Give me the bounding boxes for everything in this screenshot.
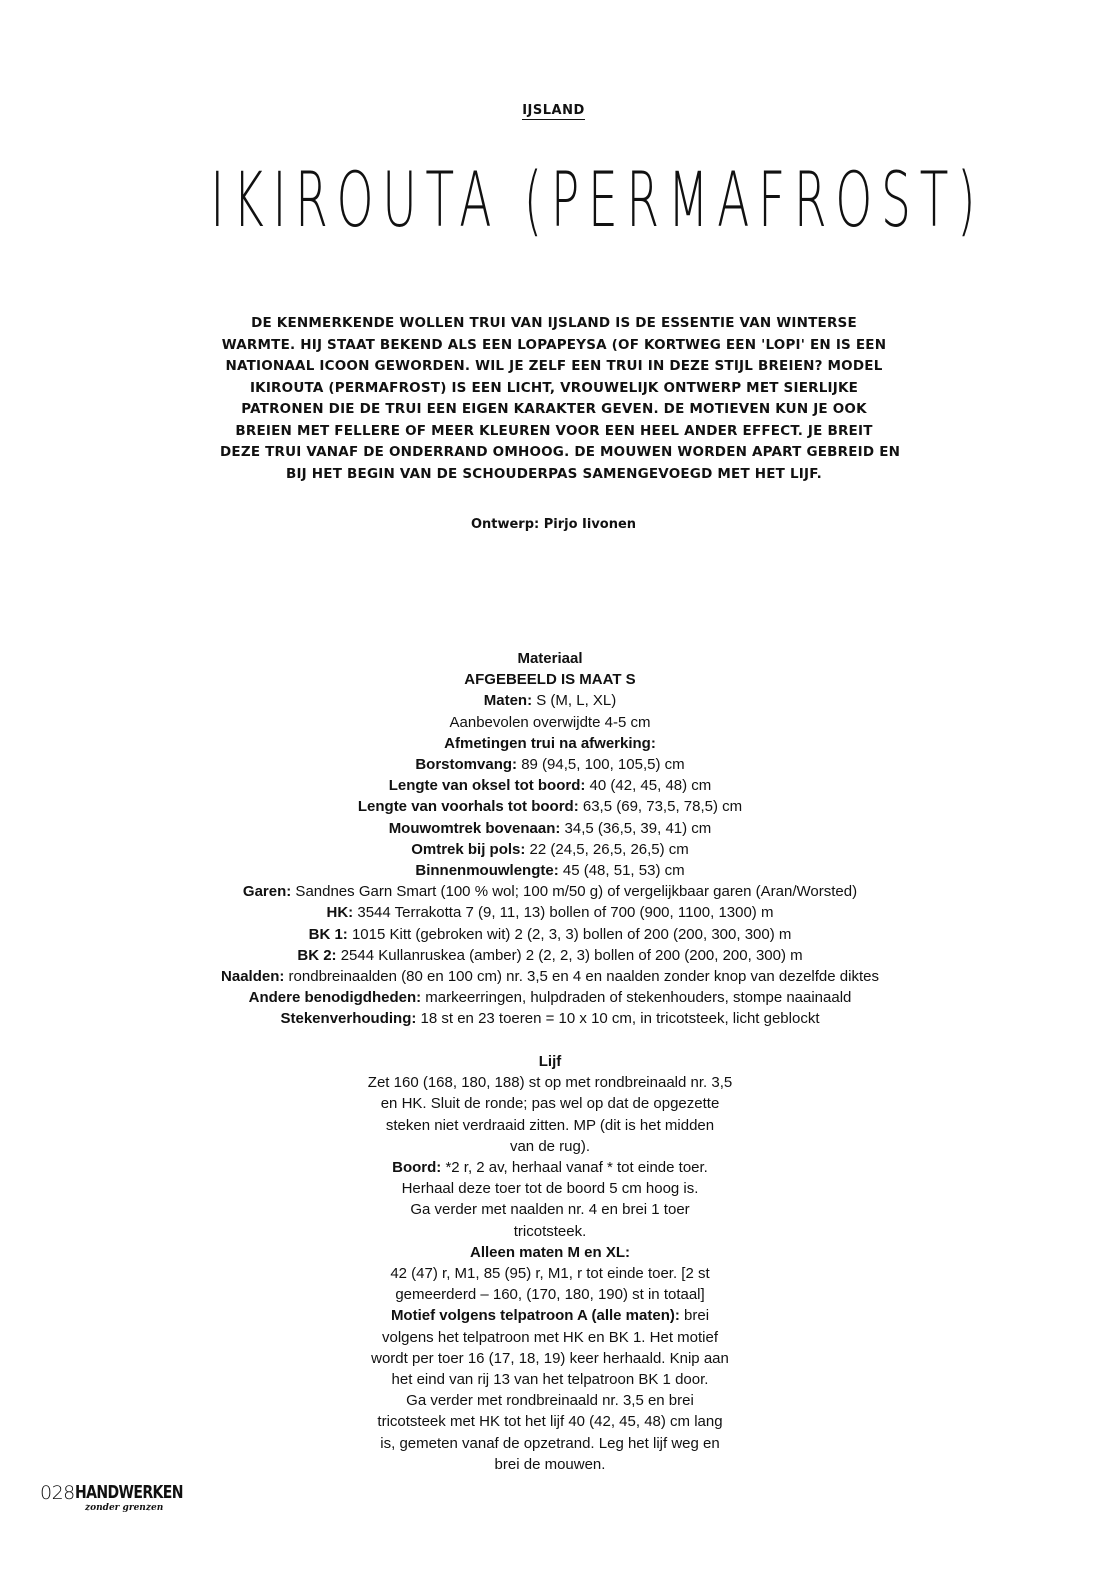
lijf-line: volgens het telpatroon met HK en BK 1. Het motief: [381, 1328, 718, 1346]
material-line: Lengte van oksel tot boord: 40 (42, 45, 48) cm: [388, 777, 712, 795]
lijf-line: tricotsteek met HK tot het lijf 40 (42, 45, 48) cm lang: [377, 1413, 723, 1431]
material-line: Afmetingen trui na afwerking:: [444, 734, 656, 752]
material-section: [150, 648, 950, 1030]
material-line: Maten: S (M, L, XL): [483, 692, 617, 710]
section-kicker: [0, 103, 1107, 118]
material-line: Materiaal: [517, 650, 583, 667]
lijf-line: gemeerderd – 160, (170, 180, 190) st in totaal]: [395, 1286, 705, 1304]
page-number: 028: [40, 1482, 75, 1504]
lijf-line: en HK. Sluit de ronde; pas wel op dat de opgezette: [380, 1095, 720, 1113]
material-line: BK 2: 2544 Kullanruskea (amber) 2 (2, 2, 3) bollen of 200 (200, 200, 300) m: [297, 946, 803, 964]
intro-line: BIJ HET BEGIN VAN DE SCHOUDERPAS SAMENGEVOEGD MET HET LIJF.: [285, 465, 823, 482]
lijf-line: Boord: *2 r, 2 av, herhaal vanaf * tot einde toer.: [392, 1159, 708, 1177]
page-footer: [40, 1482, 213, 1522]
lijf-line: Ga verder met naalden nr. 4 en brei 1 toer: [410, 1201, 690, 1219]
intro-line: BREIEN MET FELLERE OF MEER KLEUREN VOOR EEN HEEL ANDER EFFECT. JE BREIT: [235, 422, 873, 439]
material-line: Naalden: rondbreinaalden (80 en 100 cm) nr. 3,5 en 4 en naalden zonder knop van dezelfde diktes: [221, 968, 879, 986]
intro-line: WARMTE. HIJ STAAT BEKEND ALS EEN LOPAPEYSA (OF KORTWEG EEN 'LOPI' EN IS EEN: [221, 336, 887, 353]
lijf-line: wordt per toer 16 (17, 18, 19) keer herhaald. Knip aan: [371, 1349, 729, 1367]
lijf-line: 42 (47) r, M1, 85 (95) r, M1, r tot einde toer. [2 st: [390, 1265, 710, 1283]
lijf-line: Lijf: [538, 1053, 562, 1070]
intro-paragraph: [220, 313, 901, 485]
material-line: Borstomvang: 89 (94,5, 100, 105,5) cm: [415, 756, 685, 774]
material-line: Andere benodigdheden: markeerringen, hulpdraden of stekenhouders, stompe naainaald: [248, 989, 852, 1007]
intro-line: PATRONEN DIE DE TRUI EEN EIGEN KARAKTER GEVEN. DE MOTIEVEN KUN JE OOK: [241, 401, 867, 417]
material-line: BK 1: 1015 Kitt (gebroken wit) 2 (2, 3, 3) bollen of 200 (200, 300, 300) m: [308, 925, 792, 943]
page-title: IKIROUTA (PERMAFROST): [210, 155, 985, 244]
magazine-brand: HANDWERKEN: [74, 1482, 183, 1503]
kicker-text: IJSLAND: [522, 103, 585, 118]
lijf-line: het eind van rij 13 van het telpatroon BK 1 door.: [391, 1371, 709, 1389]
design-credit: Ontwerp: Pirjo Iivonen: [470, 517, 637, 532]
intro-line: NATIONAAL ICOON GEWORDEN. WIL JE ZELF EEN TRUI IN DEZE STIJL BREIEN? MODEL: [225, 358, 883, 374]
material-line: Lengte van voorhals tot boord: 63,5 (69, 73,5, 78,5) cm: [357, 798, 743, 816]
material-line: Mouwomtrek bovenaan: 34,5 (36,5, 39, 41) cm: [388, 819, 712, 837]
lijf-line: brei de mouwen.: [494, 1455, 606, 1473]
material-line: HK: 3544 Terrakotta 7 (9, 11, 13) bollen of 700 (900, 1100, 1300) m: [326, 904, 774, 922]
lijf-section: [330, 1051, 770, 1475]
material-line: Aanbevolen overwijdte 4-5 cm: [449, 713, 651, 731]
lijf-line: Motief volgens telpatroon A (alle maten): brei: [390, 1307, 710, 1325]
lijf-line: Herhaal deze toer tot de boord 5 cm hoog is.: [401, 1180, 699, 1198]
lijf-line: van de rug).: [509, 1137, 591, 1155]
intro-line: IKIROUTA (PERMAFROST) IS EEN LICHT, VROUWELIJK ONTWERP MET SIERLIJKE: [249, 379, 859, 396]
lijf-line: is, gemeten vanaf de opzetrand. Leg het lijf weg en: [380, 1434, 720, 1452]
material-line: Stekenverhouding: 18 st en 23 toeren = 10 x 10 cm, in tricotsteek, licht geblockt: [280, 1010, 820, 1028]
lijf-line: steken niet verdraaid zitten. MP (dit is het midden: [385, 1116, 715, 1134]
lijf-line: Zet 160 (168, 180, 188) st op met rondbreinaald nr. 3,5: [367, 1074, 733, 1092]
material-line: Binnenmouwlengte: 45 (48, 51, 53) cm: [415, 862, 685, 880]
lijf-line: Ga verder met rondbreinaald nr. 3,5 en brei: [406, 1392, 694, 1410]
lijf-line: tricotsteek.: [513, 1222, 587, 1240]
material-line: AFGEBEELD IS MAAT S: [464, 671, 636, 689]
intro-line: DEZE TRUI VANAF DE ONDERRAND OMHOOG. DE MOUWEN WORDEN APART GEBREID EN: [220, 444, 901, 460]
material-line: Garen: Sandnes Garn Smart (100 % wol; 100 m/50 g) of vergelijkbaar garen (Aran/Worsted): [242, 883, 858, 901]
material-line: Omtrek bij pols: 22 (24,5, 26,5, 26,5) cm: [411, 840, 689, 858]
lijf-line: Alleen maten M en XL:: [469, 1243, 631, 1261]
magazine-tagline: zonder grenzen: [85, 1503, 164, 1513]
intro-line: DE KENMERKENDE WOLLEN TRUI VAN IJSLAND IS DE ESSENTIE VAN WINTERSE: [251, 315, 857, 331]
